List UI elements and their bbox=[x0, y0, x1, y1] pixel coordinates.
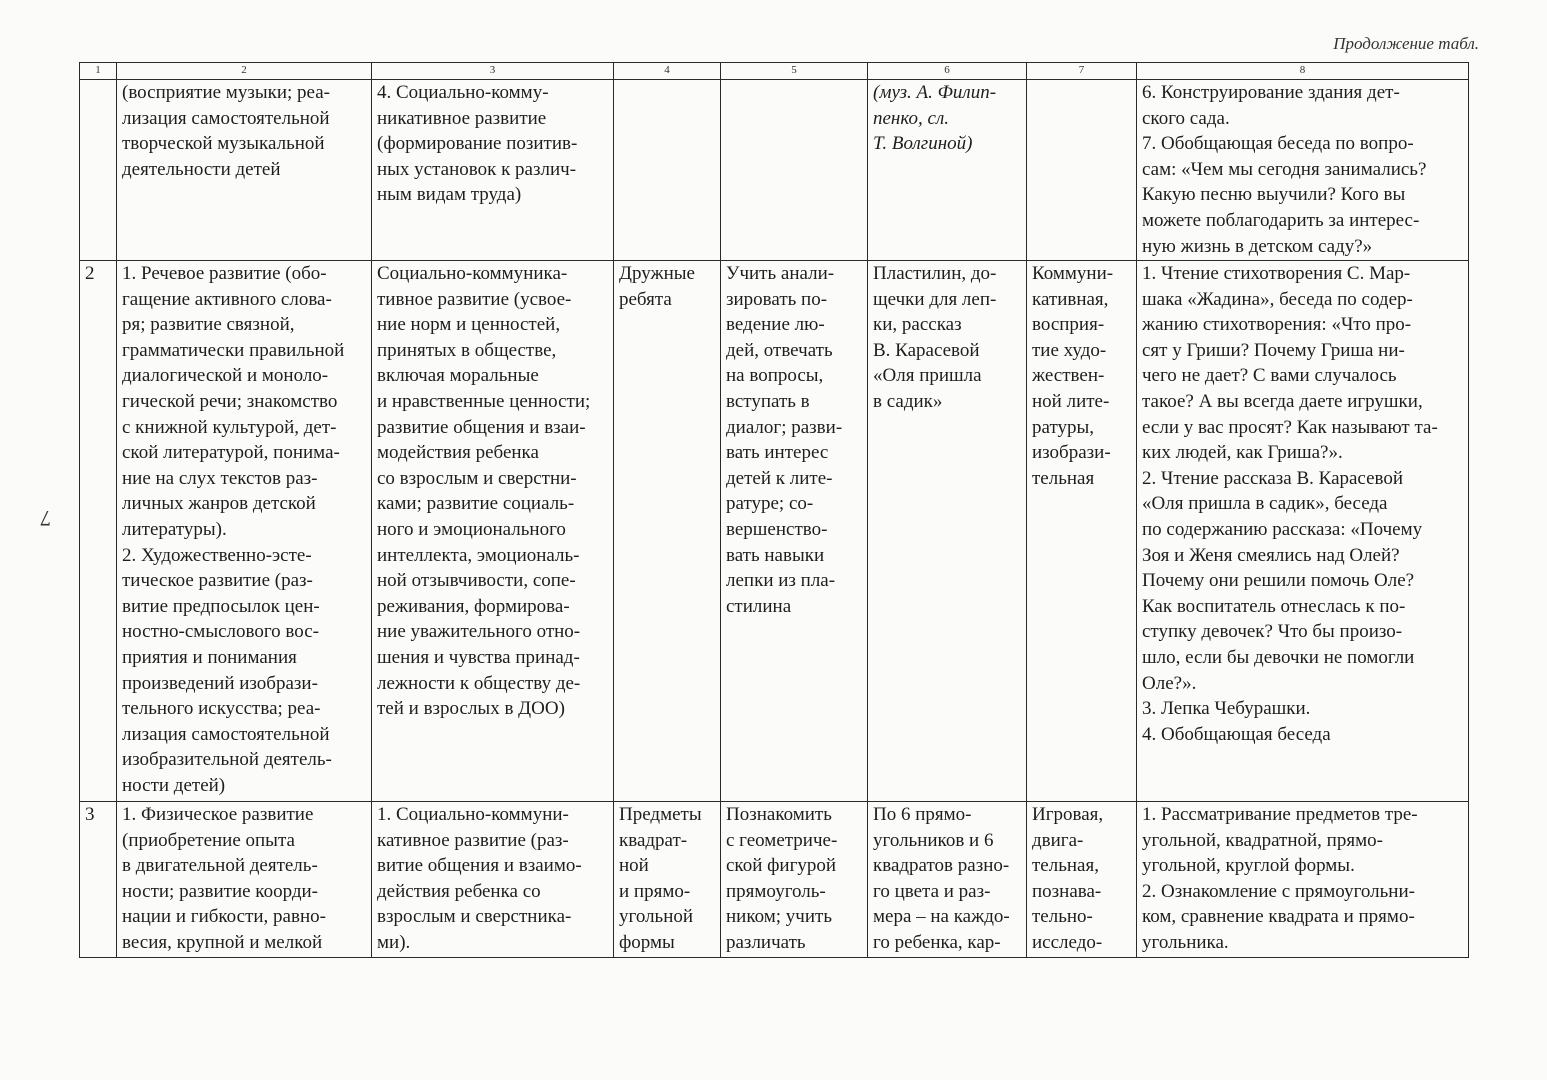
activity-types-cell bbox=[1027, 80, 1137, 261]
integration-areas-cell bbox=[372, 802, 614, 958]
cell-line: жанию стихотворения: «Что про- bbox=[1142, 314, 1412, 336]
lesson-plan-table bbox=[79, 62, 1469, 958]
row-number-cell bbox=[80, 80, 117, 261]
cell-line: (формирование позитив- bbox=[377, 133, 578, 155]
column-number: 2 bbox=[117, 63, 372, 80]
cell-line: угольной bbox=[619, 906, 694, 928]
cell-line: 1. Речевое развитие (обо- bbox=[122, 263, 327, 284]
cell-line: ком, сравнение квадрата и прямо- bbox=[1142, 906, 1415, 928]
cell-line: го ребенка, кар- bbox=[873, 931, 1001, 953]
cell-line: формы bbox=[619, 931, 675, 953]
cell-line: витие общения и взаимо- bbox=[377, 855, 582, 877]
goals-cell bbox=[721, 80, 868, 261]
cell-line: чего не дает? С вами случалось bbox=[1142, 365, 1397, 387]
cell-line: Оле?». bbox=[1142, 672, 1197, 694]
cell-line: литературы). bbox=[122, 518, 227, 540]
cell-line: Учить анали- bbox=[726, 263, 835, 284]
row-number-cell bbox=[80, 802, 117, 958]
cell-line: в двигательной деятель- bbox=[122, 855, 318, 877]
cell-line: тическое развитие (раз- bbox=[122, 570, 313, 592]
cell-line: различать bbox=[726, 931, 806, 953]
cell-line: ного и эмоционального bbox=[377, 518, 566, 540]
cell-line: ние на слух текстов раз- bbox=[122, 467, 318, 489]
cell-line: взрослым и сверстника- bbox=[377, 906, 572, 928]
cell-line: вершенство- bbox=[726, 518, 828, 540]
cell-line: пенко, сл. bbox=[873, 107, 949, 129]
integration-areas-cell bbox=[372, 261, 614, 802]
column-number-row bbox=[80, 63, 1469, 80]
cell-line: 4. Обобщающая беседа bbox=[1142, 723, 1331, 745]
topic-cell bbox=[614, 261, 721, 802]
cell-line: в садик» bbox=[873, 390, 943, 412]
cell-line: ми). bbox=[377, 931, 411, 953]
cell-line: диалогической и моноло- bbox=[122, 365, 329, 387]
cell-line: детей к лите- bbox=[726, 467, 833, 489]
cell-line: включая моральные bbox=[377, 365, 539, 387]
cell-line: 7. Обобщающая беседа по вопро- bbox=[1142, 133, 1414, 155]
cell-line: с книжной культурой, дет- bbox=[122, 416, 337, 438]
cell-line: и прямо- bbox=[619, 880, 691, 902]
cell-line: щечки для леп- bbox=[873, 288, 997, 310]
cell-line: прямоуголь- bbox=[726, 880, 826, 902]
cell-line: гической речи; знакомство bbox=[122, 390, 338, 412]
cell-line: ной bbox=[619, 855, 649, 877]
cell-line: ской литературой, понима- bbox=[122, 442, 340, 464]
cell-line: го цвета и раз- bbox=[873, 880, 991, 902]
cell-line: со взрослым и сверстни- bbox=[377, 467, 577, 489]
cell-line: нации и гибкости, равно- bbox=[122, 906, 326, 928]
cell-line: (приобретение опыта bbox=[122, 829, 295, 851]
cell-line: тивное развитие (усвое- bbox=[377, 288, 572, 310]
column-number: 1 bbox=[80, 63, 117, 80]
cell-line: можете поблагодарить за интерес- bbox=[1142, 209, 1420, 231]
table-row bbox=[80, 261, 1469, 802]
column-number: 4 bbox=[614, 63, 721, 80]
activity-types-cell bbox=[1027, 261, 1137, 802]
goals-cell bbox=[721, 261, 868, 802]
cell-line: шло, если бы девочки не помогли bbox=[1142, 646, 1415, 668]
cell-line: (муз. А. Филип- bbox=[873, 82, 997, 103]
table-row bbox=[80, 802, 1469, 958]
cell-line: модействия ребенка bbox=[377, 442, 539, 464]
cell-line: на вопросы, bbox=[726, 365, 824, 387]
cell-line: Дружные bbox=[619, 263, 695, 284]
cell-line: ребята bbox=[619, 288, 672, 310]
cell-line: гащение активного слова- bbox=[122, 288, 332, 310]
cell-line: с геометриче- bbox=[726, 829, 838, 851]
cell-line: вать интерес bbox=[726, 442, 829, 464]
cell-line: угольной, круглой формы. bbox=[1142, 855, 1355, 877]
cell-line: 1. Социально-коммуни- bbox=[377, 804, 569, 825]
column-number: 3 bbox=[372, 63, 614, 80]
cell-line: Как воспитатель отнеслась к по- bbox=[1142, 595, 1406, 617]
cell-line: исследо- bbox=[1032, 931, 1103, 953]
cell-line: сам: «Чем мы сегодня занимались? bbox=[1142, 158, 1427, 180]
topic-cell bbox=[614, 80, 721, 261]
cell-line: действия ребенка со bbox=[377, 880, 541, 902]
cell-line: ности; развитие коорди- bbox=[122, 880, 318, 902]
column-number: 6 bbox=[868, 63, 1027, 80]
cell-line: если у вас просят? Как называют та- bbox=[1142, 416, 1438, 438]
cell-line: 2. Чтение рассказа В. Карасевой bbox=[1142, 467, 1404, 489]
cell-line: познава- bbox=[1032, 880, 1102, 902]
cell-line: интеллекта, эмоциональ- bbox=[377, 544, 580, 566]
cell-line: восприя- bbox=[1032, 314, 1105, 336]
cell-line: Почему они решили помочь Оле? bbox=[1142, 570, 1415, 592]
cell-line: Познакомить bbox=[726, 804, 832, 825]
cell-line: деятельности детей bbox=[122, 158, 281, 180]
educational-areas-cell bbox=[117, 802, 372, 958]
column-number: 8 bbox=[1137, 63, 1469, 80]
cell-line: ние норм и ценностей, bbox=[377, 314, 561, 336]
cell-line: ведение лю- bbox=[726, 314, 825, 336]
cell-line: и нравственные ценности; bbox=[377, 390, 591, 412]
integration-areas-cell bbox=[372, 80, 614, 261]
cell-line: лежности к обществу де- bbox=[377, 672, 581, 694]
cell-line: шения и чувства принад- bbox=[377, 646, 580, 668]
cell-line: «Оля пришла в садик», беседа bbox=[1142, 493, 1388, 515]
cell-line: тей и взрослых в ДОО) bbox=[377, 698, 565, 720]
cell-line: тельно- bbox=[1032, 906, 1093, 928]
cell-line: тельного искусства; реа- bbox=[122, 698, 321, 720]
cell-line: изобрази- bbox=[1032, 442, 1111, 464]
cell-line: В. Карасевой bbox=[873, 339, 980, 361]
cell-line: мера – на каждо- bbox=[873, 906, 1010, 928]
cell-line: Коммуни- bbox=[1032, 263, 1114, 284]
column-number: 5 bbox=[721, 63, 868, 80]
cell-line: принятых в обществе, bbox=[377, 339, 557, 361]
cell-line: 1. Рассматривание предметов тре- bbox=[1142, 804, 1418, 825]
cell-line: Какую песню выучили? Кого вы bbox=[1142, 184, 1406, 206]
cell-line: ностно-смыслового вос- bbox=[122, 621, 319, 643]
cell-line: 6. Конструирование здания дет- bbox=[1142, 82, 1400, 103]
cell-line: квадрат- bbox=[619, 829, 688, 851]
cell-line: ником; учить bbox=[726, 906, 832, 928]
cell-line: квадратов разно- bbox=[873, 855, 1010, 877]
side-page-number: 7 bbox=[40, 506, 51, 531]
cell-line: Т. Волгиной) bbox=[873, 133, 973, 155]
cell-line: 1. Чтение стихотворения С. Мар- bbox=[1142, 263, 1411, 284]
cell-line: ступку девочек? Что бы произо- bbox=[1142, 621, 1403, 643]
materials-cell bbox=[868, 802, 1027, 958]
cell-line: ких людей, как Гриша?». bbox=[1142, 442, 1343, 464]
column-number: 7 bbox=[1027, 63, 1137, 80]
cell-line: 2 bbox=[85, 263, 95, 284]
cell-line: развитие общения и взаи- bbox=[377, 416, 586, 438]
row-number-cell bbox=[80, 261, 117, 802]
continuation-caption: Продолжение табл. bbox=[1333, 34, 1479, 53]
cell-line: ние уважительного отно- bbox=[377, 621, 581, 643]
cell-line: Игровая, bbox=[1032, 804, 1104, 825]
cell-line: такое? А вы всегда даете игрушки, bbox=[1142, 390, 1423, 412]
cell-line: ратуре; со- bbox=[726, 493, 814, 515]
cell-line: 2. Художественно-эсте- bbox=[122, 544, 312, 566]
cell-line: Социально-коммуника- bbox=[377, 263, 568, 284]
cell-line: ратуры, bbox=[1032, 416, 1095, 438]
cell-line: ря; развитие связной, bbox=[122, 314, 295, 336]
cell-line: Зоя и Женя смеялись над Олей? bbox=[1142, 544, 1400, 566]
activity-types-cell bbox=[1027, 802, 1137, 958]
cell-line: ского сада. bbox=[1142, 107, 1230, 129]
cell-line: Пластилин, до- bbox=[873, 263, 997, 284]
lesson-content-cell bbox=[1137, 80, 1469, 261]
cell-line: тие худо- bbox=[1032, 339, 1107, 361]
cell-line: кативная, bbox=[1032, 288, 1109, 310]
cell-line: жествен- bbox=[1032, 365, 1105, 387]
cell-line: Предметы bbox=[619, 804, 702, 825]
lesson-content-cell bbox=[1137, 802, 1469, 958]
materials-cell bbox=[868, 261, 1027, 802]
cell-line: творческой музыкальной bbox=[122, 133, 325, 155]
cell-line: тельная bbox=[1032, 467, 1095, 489]
cell-line: ной лите- bbox=[1032, 390, 1110, 412]
cell-line: ных установок к различ- bbox=[377, 158, 577, 180]
cell-line: лепки из пла- bbox=[726, 570, 836, 592]
cell-line: 3. Лепка Чебурашки. bbox=[1142, 698, 1311, 720]
cell-line: стилина bbox=[726, 595, 792, 617]
educational-areas-cell bbox=[117, 80, 372, 261]
cell-line: вать навыки bbox=[726, 544, 825, 566]
cell-line: 4. Социально-комму- bbox=[377, 82, 549, 103]
cell-line: «Оля пришла bbox=[873, 365, 982, 387]
cell-line: ным видам труда) bbox=[377, 184, 522, 206]
cell-line: дей, отвечать bbox=[726, 339, 833, 361]
cell-line: ками; развитие социаль- bbox=[377, 493, 575, 515]
cell-line: лизация самостоятельной bbox=[122, 723, 330, 745]
cell-line: угольной, квадратной, прямо- bbox=[1142, 829, 1383, 851]
cell-line: ной отзывчивости, сопе- bbox=[377, 570, 576, 592]
cell-line: тельная, bbox=[1032, 855, 1099, 877]
cell-line: 1. Физическое развитие bbox=[122, 804, 314, 825]
cell-line: по содержанию рассказа: «Почему bbox=[1142, 518, 1423, 540]
cell-line: диалог; разви- bbox=[726, 416, 843, 438]
goals-cell bbox=[721, 802, 868, 958]
cell-line: реживания, формирова- bbox=[377, 595, 570, 617]
cell-line: шака «Жадина», беседа по содер- bbox=[1142, 288, 1413, 310]
cell-line: ской фигурой bbox=[726, 855, 837, 877]
cell-line: зировать по- bbox=[726, 288, 828, 310]
cell-line: (восприятие музыки; реа- bbox=[122, 82, 330, 103]
cell-line: двига- bbox=[1032, 829, 1084, 851]
cell-line: приятия и понимания bbox=[122, 646, 297, 668]
cell-line: ки, рассказ bbox=[873, 314, 962, 336]
cell-line: По 6 прямо- bbox=[873, 804, 972, 825]
materials-cell bbox=[868, 80, 1027, 261]
cell-line: угольников и 6 bbox=[873, 829, 994, 851]
cell-line: изобразительной деятель- bbox=[122, 749, 332, 771]
cell-line: витие предпосылок цен- bbox=[122, 595, 320, 617]
lesson-content-cell bbox=[1137, 261, 1469, 802]
cell-line: личных жанров детской bbox=[122, 493, 316, 515]
cell-line: никативное развитие bbox=[377, 107, 547, 129]
cell-line: угольника. bbox=[1142, 931, 1229, 953]
cell-line: ную жизнь в детском саду?» bbox=[1142, 235, 1373, 257]
cell-line: грамматически правильной bbox=[122, 339, 345, 361]
cell-line: 3 bbox=[85, 804, 95, 825]
cell-line: кативное развитие (раз- bbox=[377, 829, 569, 851]
cell-line: вступать в bbox=[726, 390, 810, 412]
cell-line: произведений изобрази- bbox=[122, 672, 318, 694]
cell-line: лизация самостоятельной bbox=[122, 107, 330, 129]
cell-line: весия, крупной и мелкой bbox=[122, 931, 323, 953]
educational-areas-cell bbox=[117, 261, 372, 802]
table-row bbox=[80, 80, 1469, 261]
topic-cell bbox=[614, 802, 721, 958]
cell-line: 2. Ознакомление с прямоугольни- bbox=[1142, 880, 1415, 902]
cell-line: ности детей) bbox=[122, 774, 226, 796]
cell-line: сят у Гриши? Почему Гриша ни- bbox=[1142, 339, 1405, 361]
